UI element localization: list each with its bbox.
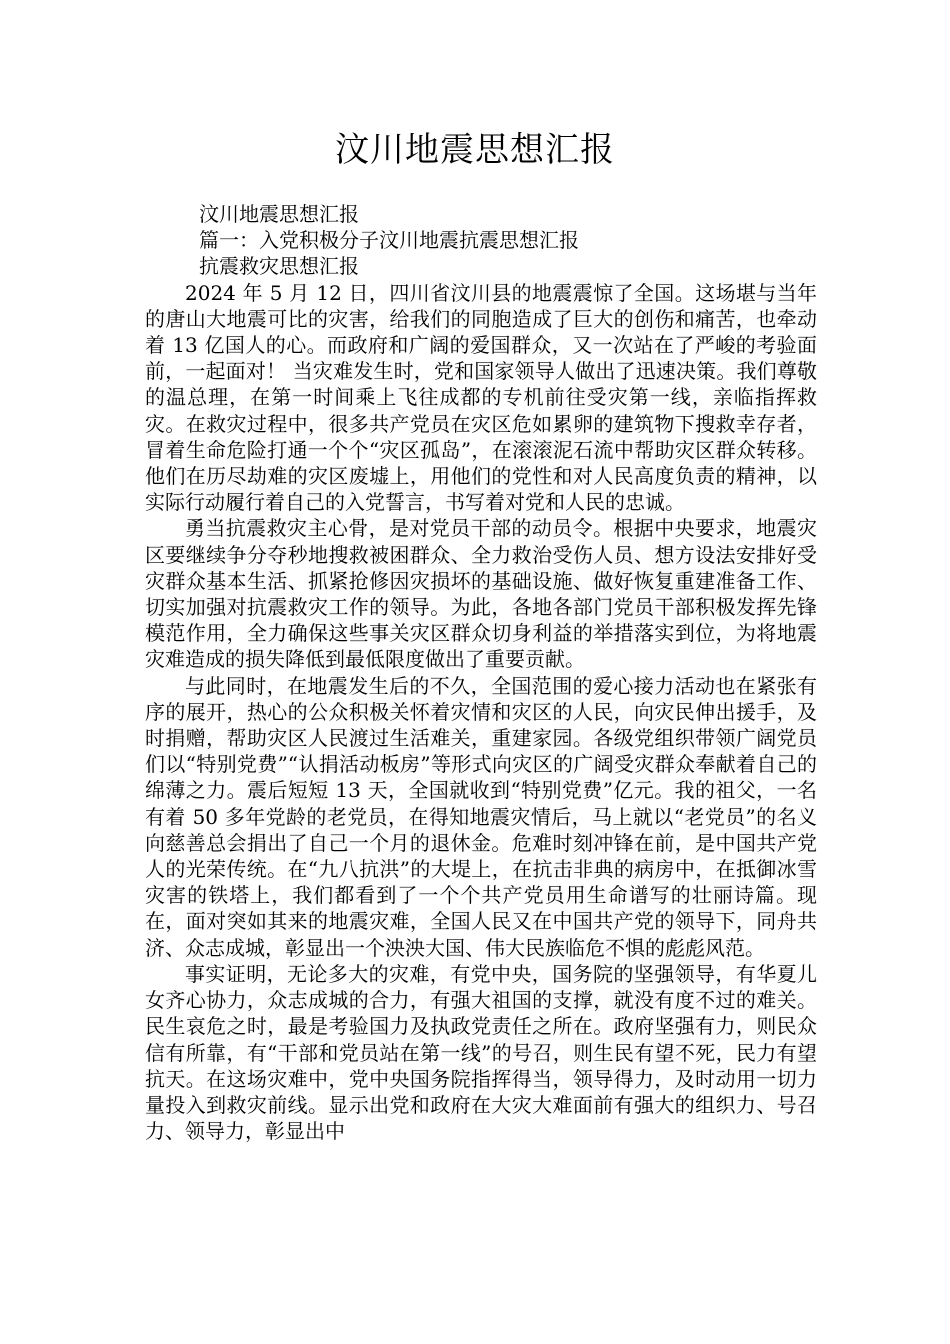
document-title: 汶川地震思想汇报	[335, 130, 615, 170]
section-heading: 篇一：入党积极分子汶川地震抗震思想汇报	[199, 228, 579, 253]
body-paragraph: 事实证明，无论多大的灾难，有党中央，国务院的坚强领导，有华夏儿女齐心协力，众志成城的合力，有强大祖国的支撑，就没有度不过的难关。民生哀危之时，最是考验国力及执政党责任之所在。政府坚强有力，则民众信有所靠，有“干部和党员站在第一线”的号召，则生民有望不死，民力有望抗天。在这场灾难中，党中央国务院指挥得当，领导得力，及时动用一切力量投入到救灾前线。显示出党和政府在大灾大难面前有强大的组织力、号召力、领导力，彰显出中	[145, 961, 817, 1144]
body-paragraph: 2024 年 5 月 12 日，四川省汶川县的地震震惊了全国。这场堪与当年的唐山大地震可比的灾害，给我们的同胞造成了巨大的创伤和痛苦，也牵动着 13 亿国人的心。而政府和广阔的爱国群众，又一次站在了严峻的考验面前，一起面对！ 当灾难发生时，党和国家领导人做出了迅速决策。我们尊敬的温总理，在第一时间乘上飞往成都的专机前往受灾第一线，亲临指挥救灾。在救灾过程中，很多共产党员在灾区危如累卵的建筑物下搜救幸存者，冒着生命危险打通一个个“灾区孤岛”，在滚滚泥石流中帮助灾区群众转移。他们在历尽劫难的灾区废墟上，用他们的党性和对人民高度负责的精神，以实际行动履行着自己的入党誓言，书写着对党和人民的忠诚。	[145, 280, 817, 515]
section-subheading: 抗震救灾思想汇报	[199, 254, 359, 279]
body-paragraph: 与此同时，在地震发生后的不久，全国范围的爱心接力活动也在紧张有序的展开，热心的公众积极关怀着灾情和灾区的人民，向灾民伸出援手，及时捐赠，帮助灾区人民渡过生活难关，重建家园。各级党组织带领广阔党员们以“特别党费”“认捐活动板房”等形式向灾区的广阔受灾群众奉献着自己的绵薄之力。震后短短 13 天，全国就收到“特别党费”亿元。我的祖父，一名有着 50 多年党龄的老党员，在得知地震灾情后，马上就以“老党员”的名义向慈善总会捐出了自己一个月的退休金。危难时刻冲锋在前，是中国共产党人的光荣传统。在“九八抗洪”的大堤上，在抗击非典的病房中，在抵御冰雪灾害的铁塔上，我们都看到了一个个共产党员用生命谱写的壮丽诗篇。现在，面对突如其来的地震灾难，全国人民又在中国共产党的领导下，同舟共济、众志成城，彰显出一个泱泱大国、伟大民族临危不惧的彪彪风范。	[145, 673, 817, 960]
body-paragraph: 勇当抗震救灾主心骨，是对党员干部的动员令。根据中央要求，地震灾区要继续争分夺秒地搜救被困群众、全力救治受伤人员、想方设法安排好受灾群众基本生活、抓紧抢修因灾损坏的基础设施、做好恢复重建准备工作、切实加强对抗震救灾工作的领导。为此，各地各部门党员干部积极发挥先锋模范作用，全力确保这些事关灾区群众切身利益的举措落实到位，为将地震灾难造成的损失降低到最低限度做出了重要贡献。	[145, 516, 817, 672]
document-body	[145, 201, 817, 1144]
subtitle-line: 汶川地震思想汇报	[199, 202, 359, 226]
